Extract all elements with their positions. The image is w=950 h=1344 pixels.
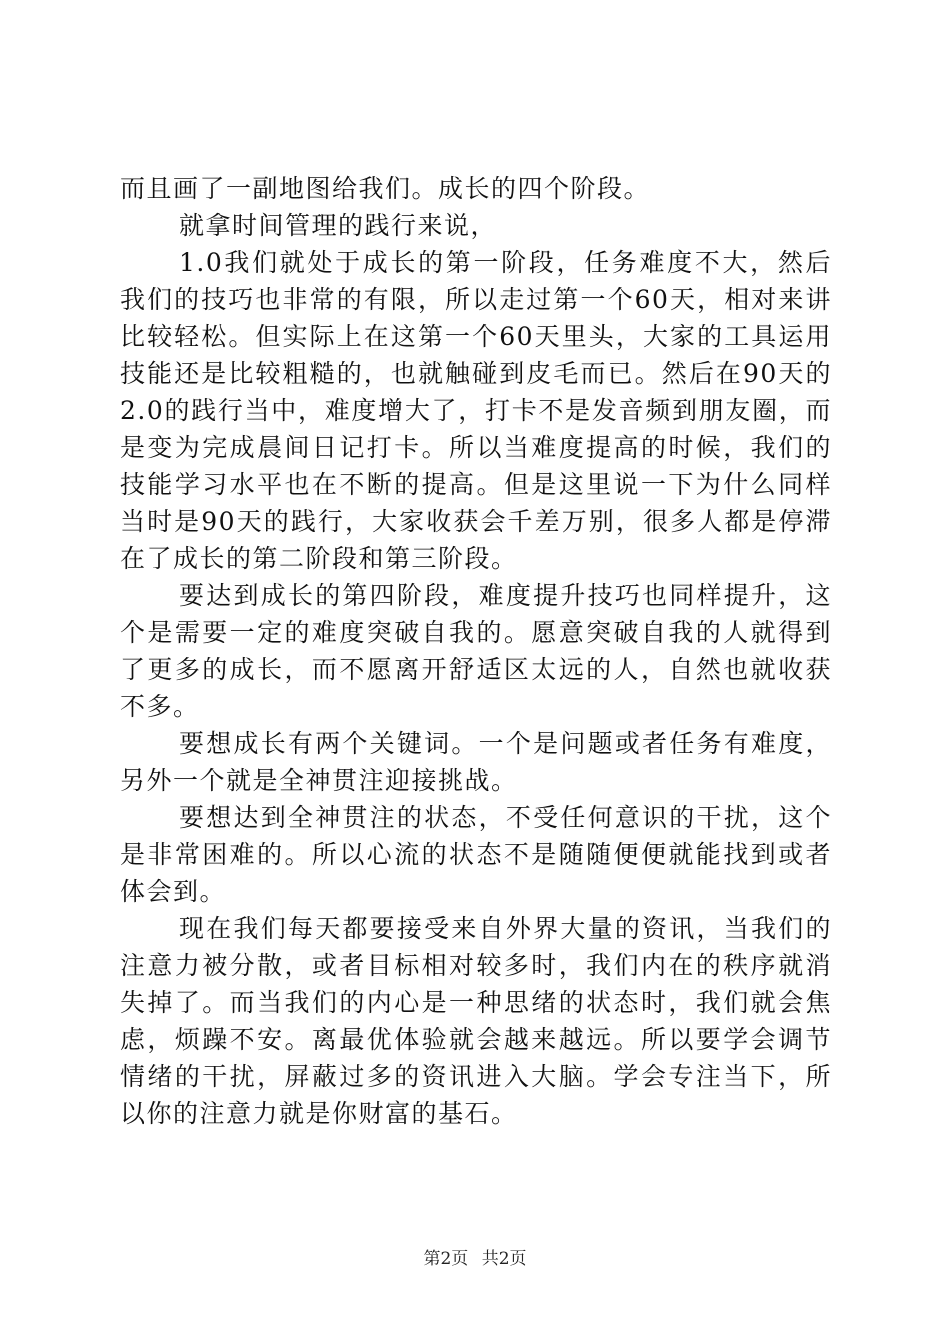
document-body xyxy=(120,170,832,1132)
paragraph-6: 要想达到全神贯注的状态，不受任何意识的干扰，这个是非常困难的。所以心流的状态不是随随便便就能找到或者体会到。 xyxy=(120,803,832,906)
paragraph-5: 要想成长有两个关键词。一个是问题或者任务有难度，另外一个就是全神贯注迎接挑战。 xyxy=(120,729,832,795)
page-footer xyxy=(0,1244,950,1269)
page-total: 共2页 xyxy=(481,1249,527,1269)
paragraph-3: 1.0我们就处于成长的第一阶段，任务难度不大，然后我们的技巧也非常的有限，所以走过第一个60天，相对来讲比较轻松。但实际上在这第一个60天里头，大家的工具运用技能还是比较粗糙的，也就触碰到皮毛而已。然后在90天的2.0的践行当中，难度增大了，打卡不是发音频到朋友圈，而是变为完成晨间日记打卡。所以当难度提高的时候，我们的技能学习水平也在不断的提高。但是这里说一下为什么同样当时是90天的践行，大家收获会千差万别，很多人都是停滞在了成长的第二阶段和第三阶段。 xyxy=(120,248,832,573)
paragraph-7: 现在我们每天都要接受来自外界大量的资讯，当我们的注意力被分散，或者目标相对较多时，我们内在的秩序就消失掉了。而当我们的内心是一种思绪的状态时，我们就会焦虑，烦躁不安。离最优体验就会越来越远。所以要学会调节情绪的干扰，屏蔽过多的资讯进入大脑。学会专注当下，所以你的注意力就是你财富的基石。 xyxy=(120,914,832,1128)
paragraph-1: 而且画了一副地图给我们。成长的四个阶段。 xyxy=(120,174,651,203)
page-number: 第2页 xyxy=(423,1249,469,1269)
paragraph-2: 就拿时间管理的践行来说， xyxy=(179,211,498,240)
paragraph-4: 要达到成长的第四阶段，难度提升技巧也同样提升，这个是需要一定的难度突破自我的。愿意突破自我的人就得到了更多的成长，而不愿离开舒适区太远的人，自然也就收获不多。 xyxy=(120,581,832,721)
